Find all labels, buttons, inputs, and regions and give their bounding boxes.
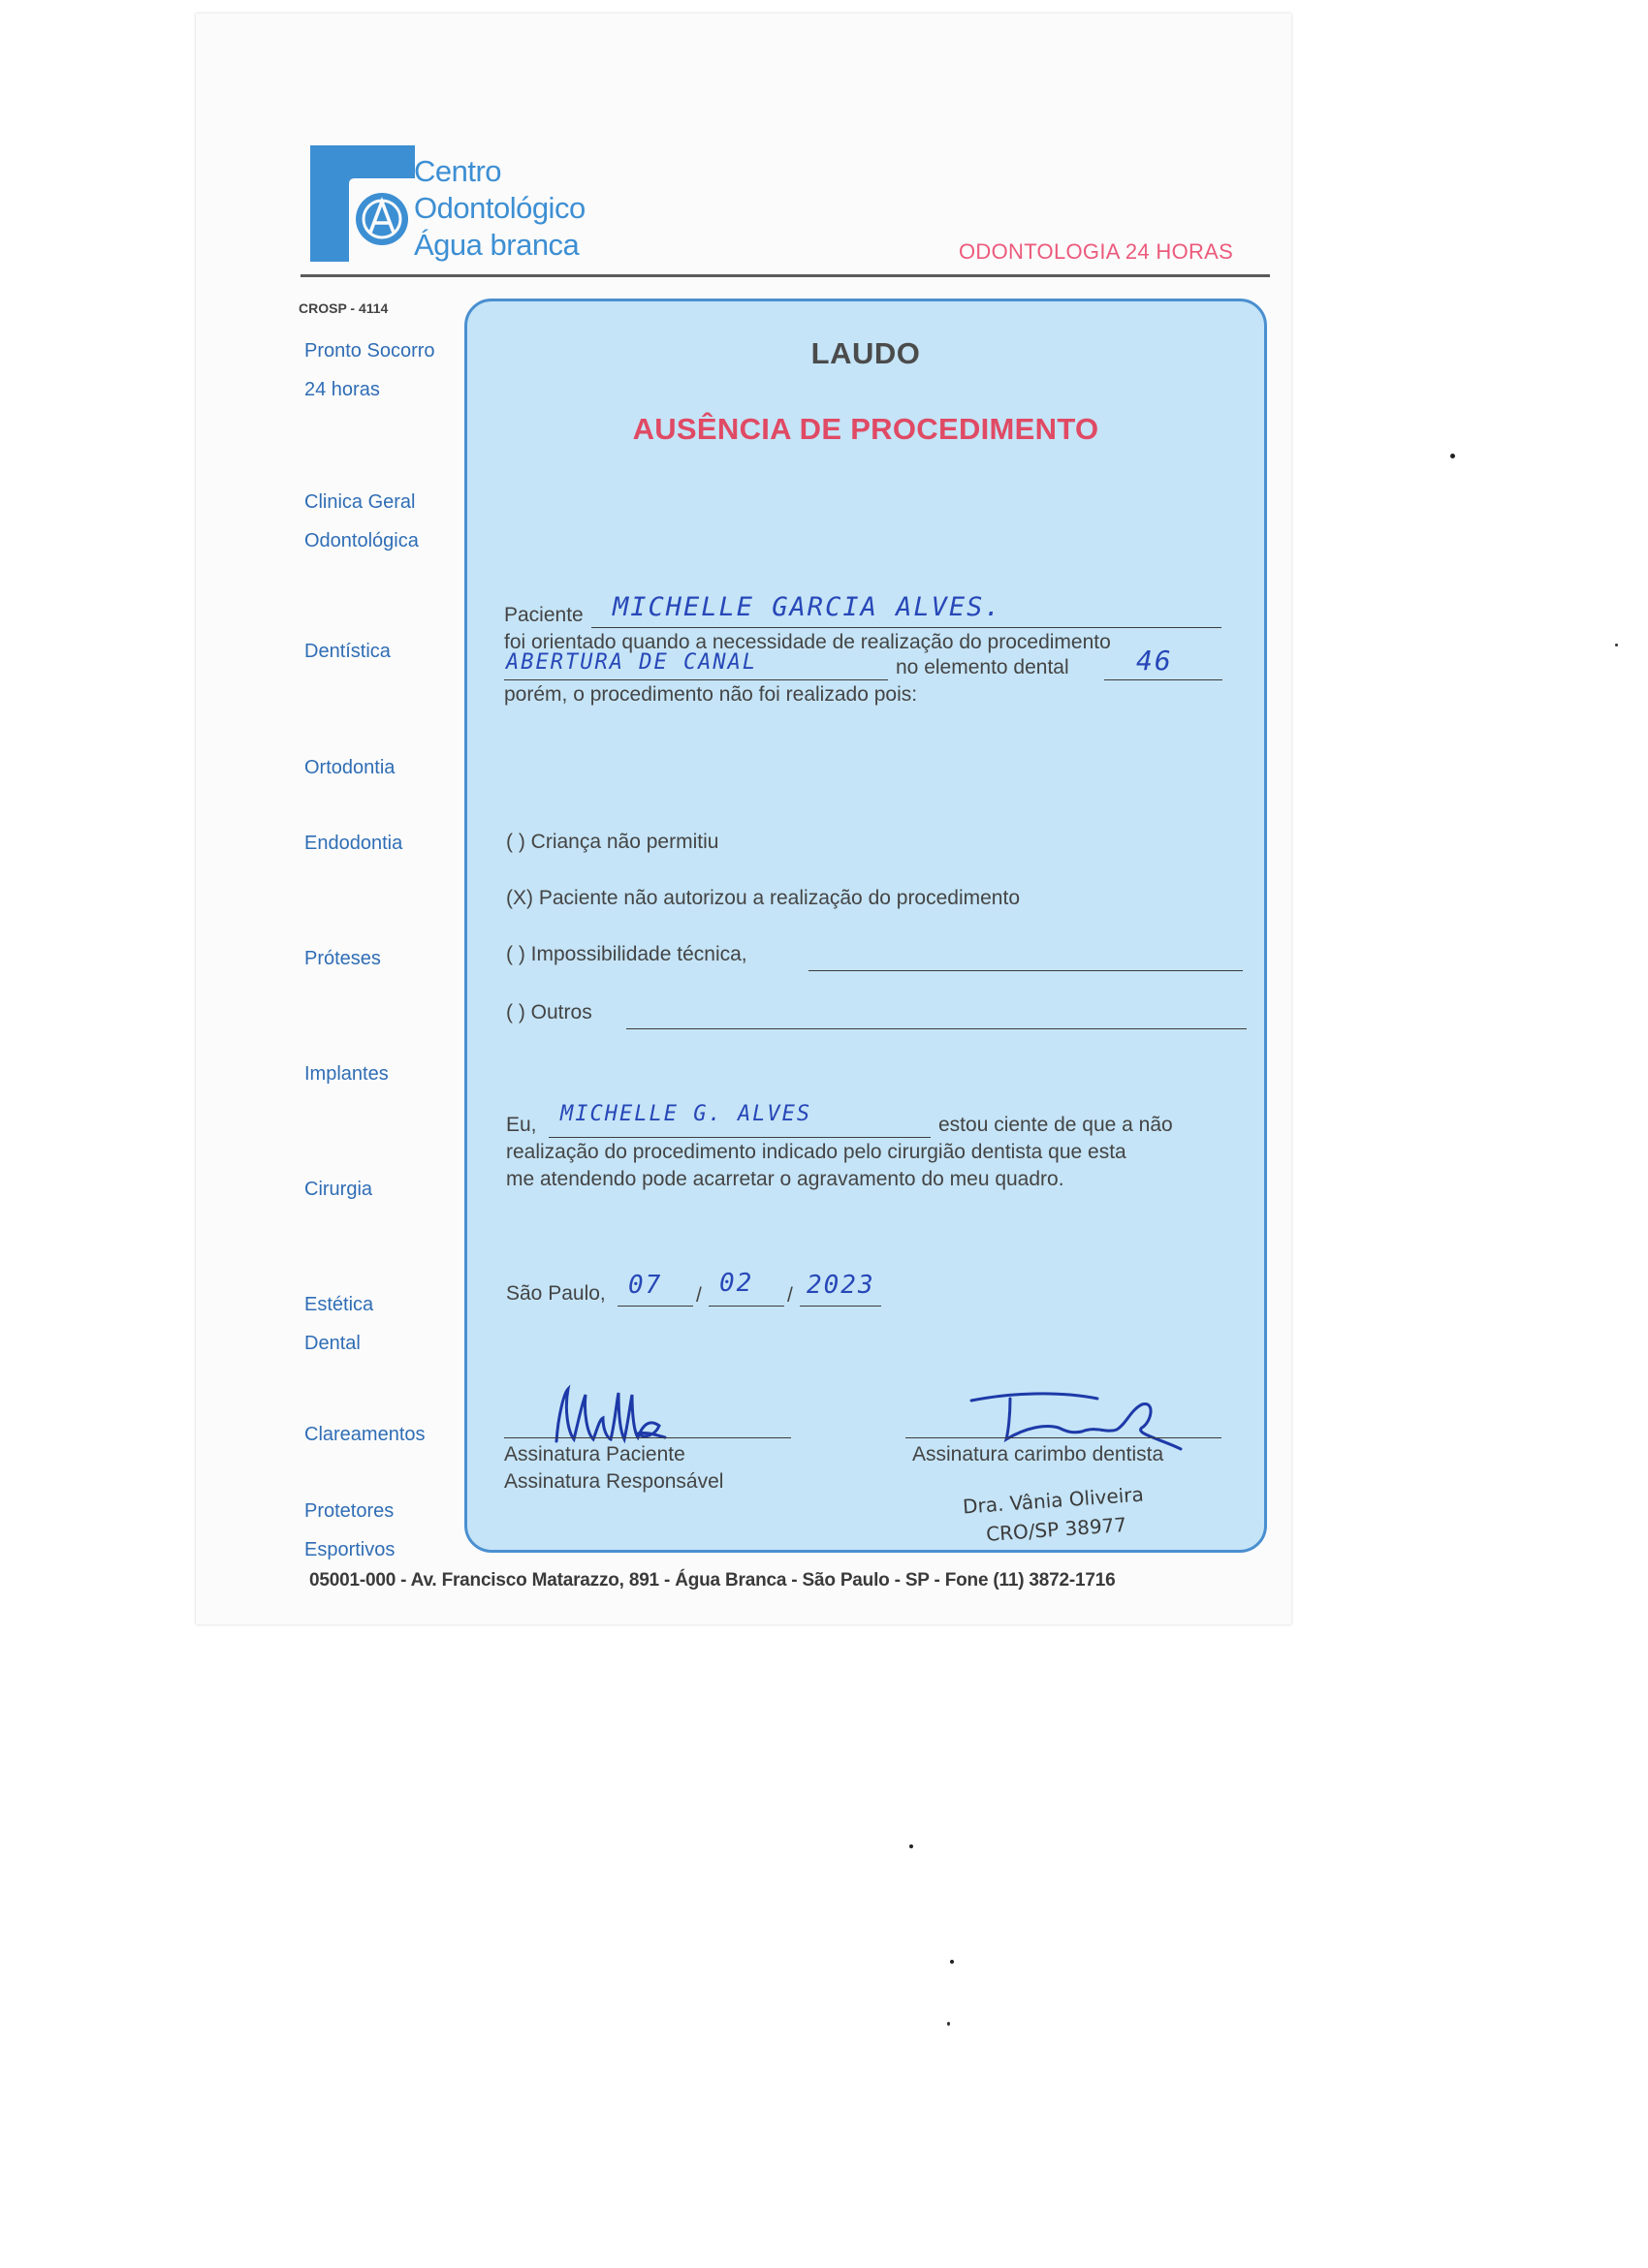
- dentist-signature-label: Assinatura carimbo dentista: [912, 1443, 1164, 1465]
- stamp-name: Dra. Vânia Oliveira: [962, 1482, 1145, 1519]
- option-label: Paciente não autorizou a realização do procedimento: [538, 887, 1020, 909]
- sidebar-item-line: Esportivos: [304, 1539, 396, 1560]
- declaration-line2: realização do procedimento indicado pelo cirurgião dentista que esta: [506, 1141, 1126, 1163]
- option-checkbox: ( ): [506, 1001, 525, 1024]
- guardian-signature-label: Assinatura Responsável: [504, 1470, 724, 1493]
- stamp-registration: CRO/SP 38977: [985, 1512, 1127, 1546]
- declarant-name-handwritten: MICHELLE G. ALVES: [560, 1102, 812, 1126]
- clinic-name-line-3: Água branca: [414, 228, 580, 262]
- dentist-stamp: [962, 1480, 1147, 1551]
- tooth-number-line: [1104, 679, 1222, 680]
- impossibilidade-line: [808, 970, 1243, 971]
- form-title: LAUDO: [810, 336, 921, 370]
- sidebar-item-line: 24 horas: [304, 379, 380, 400]
- scan-speck: [1450, 454, 1455, 458]
- city-label: São Paulo,: [506, 1282, 606, 1305]
- date-day-handwritten: 07: [628, 1271, 663, 1300]
- date-month-line: [709, 1306, 784, 1307]
- clinic-name-line-1: Centro: [414, 154, 502, 188]
- sidebar-item-line: Pronto Socorro: [304, 340, 435, 362]
- option-impossibilidade-tecnica: [506, 943, 747, 966]
- sidebar-item-line: Estética: [304, 1294, 374, 1315]
- tooth-number-handwritten: 46: [1136, 645, 1173, 677]
- scan-speck: [1615, 644, 1618, 646]
- clinic-name-line-2: Odontológico: [414, 191, 586, 225]
- procedure-line: [504, 679, 888, 680]
- clinic-name: [414, 153, 586, 264]
- option-label: Criança não permitiu: [530, 831, 719, 853]
- date-day-line: [618, 1306, 693, 1307]
- declaration-prefix: Eu,: [506, 1114, 537, 1136]
- sidebar-item-line: Próteses: [304, 948, 381, 969]
- however-text: porém, o procedimento não foi realizado pois:: [504, 683, 918, 706]
- form-subtitle: AUSÊNCIA DE PROCEDIMENTO: [632, 412, 1099, 446]
- option-crianca: [506, 831, 718, 854]
- sidebar-item-line: Protetores: [304, 1500, 395, 1522]
- date-separator: /: [696, 1284, 702, 1307]
- scan-speck: [950, 1960, 954, 1964]
- laudo-form-panel: [464, 299, 1267, 1553]
- clinic-tagline: ODONTOLOGIA 24 HORAS: [959, 239, 1234, 264]
- footer-address: 05001-000 - Av. Francisco Matarazzo, 891 - Água Branca - São Paulo - SP - Fone (11) 3872-1716: [309, 1570, 1116, 1591]
- sidebar-item-line: Clinica Geral: [304, 491, 416, 513]
- sidebar-item-line: Dentística: [304, 641, 391, 662]
- declaration-line1-suffix: estou ciente de que a não: [938, 1114, 1173, 1136]
- option-checkbox-checked: (X): [506, 887, 533, 909]
- oriented-text: foi orientado quando a necessidade de realização do procedimento: [504, 631, 1111, 653]
- tooth-label: no elemento dental: [896, 656, 1069, 678]
- declaration-line3: me atendendo pode acarretar o agravamento do meu quadro.: [506, 1168, 1064, 1190]
- procedure-handwritten: ABERTURA DE CANAL: [506, 650, 758, 675]
- sidebar-item-line: Cirurgia: [304, 1179, 373, 1200]
- patient-name-line: [591, 627, 1221, 628]
- sidebar-item-line: Dental: [304, 1333, 361, 1354]
- outros-line: [626, 1028, 1247, 1029]
- date-month-handwritten: 02: [719, 1269, 754, 1298]
- patient-signature: [535, 1375, 681, 1453]
- date-separator: /: [787, 1284, 793, 1307]
- sidebar-item-line: Odontológica: [304, 530, 419, 551]
- scan-speck: [947, 2022, 950, 2026]
- scan-speck: [909, 1844, 913, 1848]
- patient-signature-label: Assinatura Paciente: [504, 1443, 685, 1465]
- option-label: Outros: [530, 1001, 592, 1024]
- patient-label: Paciente: [504, 604, 584, 626]
- option-label: Impossibilidade técnica,: [530, 943, 747, 965]
- sidebar-item-line: Endodontia: [304, 833, 403, 854]
- sidebar-item-line: Clareamentos: [304, 1424, 426, 1445]
- sidebar-item-line: Implantes: [304, 1063, 389, 1085]
- option-outros: [506, 1001, 592, 1024]
- option-checkbox: ( ): [506, 831, 525, 853]
- date-year-line: [800, 1306, 881, 1307]
- document-sheet: [196, 14, 1291, 1624]
- patient-signature-line: [504, 1437, 791, 1438]
- sidebar-item-line: Ortodontia: [304, 757, 396, 778]
- dentist-signature-line: [905, 1437, 1221, 1438]
- dentist-signature: [952, 1377, 1204, 1453]
- patient-name-handwritten: MICHELLE GARCIA ALVES.: [613, 592, 1002, 622]
- option-checkbox: ( ): [506, 943, 525, 965]
- option-paciente-nao-autorizou: [506, 887, 1020, 910]
- header-divider: [301, 274, 1270, 277]
- clinic-logo-icon: [310, 145, 415, 262]
- registration-number: CROSP - 4114: [299, 300, 389, 316]
- declarant-name-line: [549, 1137, 931, 1138]
- date-year-handwritten: 2023: [807, 1271, 875, 1300]
